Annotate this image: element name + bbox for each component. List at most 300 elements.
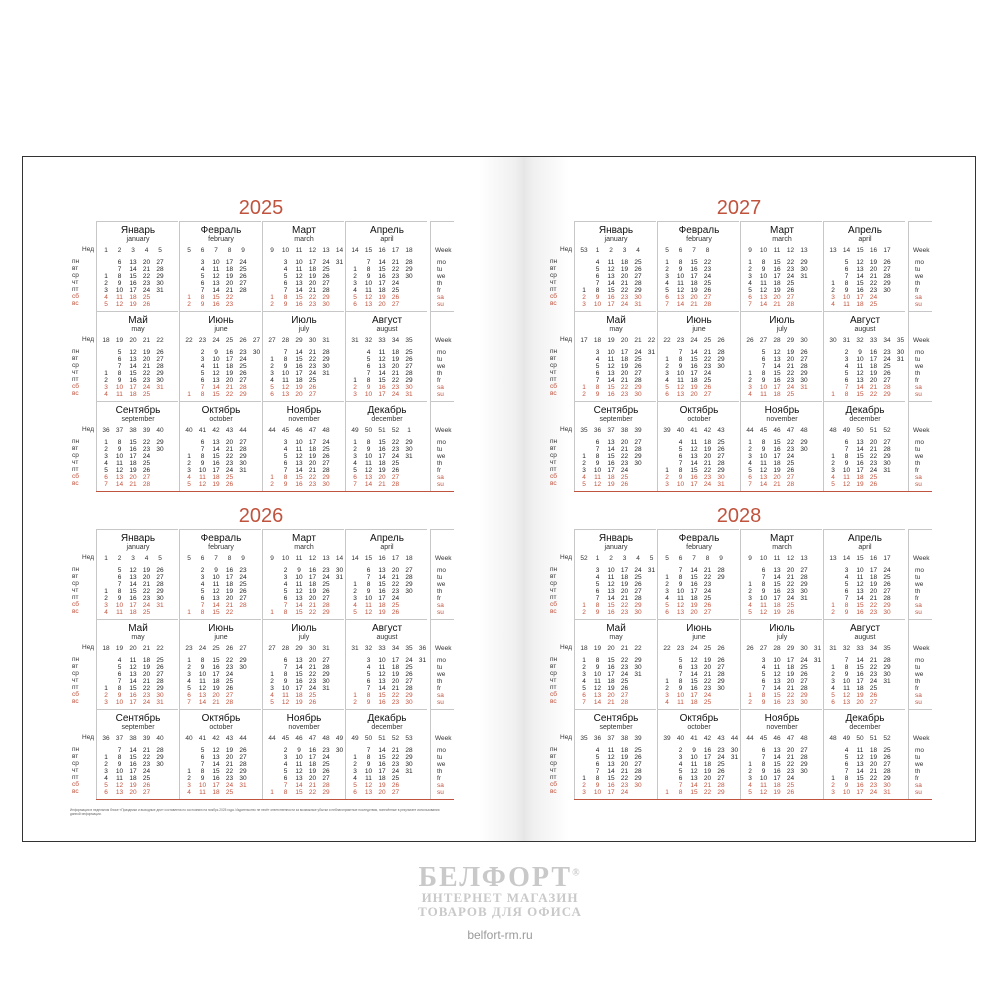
day-cell: 11 xyxy=(760,602,767,609)
week-number: 51 xyxy=(378,735,386,742)
day-cell: 23 xyxy=(142,280,151,287)
day-cell: 15 xyxy=(856,280,864,287)
weekday-label-ru: ср xyxy=(550,452,557,459)
day-cell: 8 xyxy=(761,692,766,699)
weekday-label-ru: чт xyxy=(72,767,79,774)
day-cell: 16 xyxy=(773,446,781,453)
day-cell: 18 xyxy=(856,301,864,308)
day-cell: 15 xyxy=(212,609,220,616)
day-cell: 14 xyxy=(676,301,685,308)
day-cell: 4 xyxy=(353,775,357,782)
day-row xyxy=(97,678,179,685)
weekday-label-ru: вт xyxy=(72,355,79,362)
day-cell: 28 xyxy=(717,567,725,574)
day-row xyxy=(346,761,428,768)
day-cell: 3 xyxy=(283,574,288,581)
day-row xyxy=(575,349,657,356)
day-cell: 5 xyxy=(748,287,752,294)
day-cell: 9 xyxy=(844,460,849,467)
day-row xyxy=(346,657,428,664)
weekday-label-ru: пт xyxy=(72,774,79,781)
month-april xyxy=(823,529,905,619)
day-cell: 13 xyxy=(607,273,615,280)
week-label-en: Week xyxy=(913,735,930,742)
day-cell: 8 xyxy=(283,671,288,678)
day-cell: 6 xyxy=(270,391,274,398)
day-cell: 22 xyxy=(391,692,400,699)
day-row xyxy=(658,391,740,398)
day-cell: 3 xyxy=(283,259,288,266)
day-cell: 19 xyxy=(620,754,629,761)
day-cell: 20 xyxy=(391,678,400,685)
weekday-label-ru: ср xyxy=(550,670,557,677)
day-cell: 23 xyxy=(391,446,400,453)
day-row xyxy=(263,595,345,602)
day-cell: 23 xyxy=(883,349,891,356)
day-row xyxy=(575,446,657,453)
day-cell: 26 xyxy=(786,789,795,796)
day-cell: 27 xyxy=(405,363,413,370)
weekday-label-en: mo xyxy=(437,259,447,266)
day-cell: 22 xyxy=(308,356,317,363)
year-bottom-rule xyxy=(574,799,932,800)
month-name-en: june xyxy=(214,326,228,333)
day-cell: 9 xyxy=(117,761,122,768)
day-cell: 2 xyxy=(748,768,752,775)
day-row xyxy=(263,685,345,692)
day-cell: 20 xyxy=(786,567,795,574)
day-row xyxy=(263,761,345,768)
day-cell: 16 xyxy=(690,685,698,692)
week-number: 14 xyxy=(335,247,344,254)
day-row xyxy=(346,391,428,398)
month-august xyxy=(345,619,427,709)
day-cell: 9 xyxy=(761,699,766,706)
day-row xyxy=(575,439,657,446)
weekday-label-en: th xyxy=(437,768,443,775)
week-number: 23 xyxy=(676,645,685,652)
day-cell: 25 xyxy=(703,377,712,384)
day-cell: 28 xyxy=(786,301,795,308)
day-cell: 19 xyxy=(690,602,698,609)
day-cell: 21 xyxy=(869,273,878,280)
day-cell: 4 xyxy=(831,685,835,692)
day-row xyxy=(824,280,906,287)
day-cell: 22 xyxy=(703,789,712,796)
day-cell: 3 xyxy=(353,768,357,775)
weekday-label-en: we xyxy=(915,761,924,768)
day-cell: 28 xyxy=(156,363,164,370)
day-cell: 13 xyxy=(607,370,615,377)
week-number: 33 xyxy=(869,337,878,344)
day-cell: 28 xyxy=(322,467,330,474)
day-cell: 16 xyxy=(378,384,386,391)
week-numbers xyxy=(575,645,657,654)
day-cell: 27 xyxy=(883,588,891,595)
weekday-label-ru: ср xyxy=(72,580,79,587)
day-cell: 29 xyxy=(800,581,808,588)
day-cell: 28 xyxy=(156,266,164,273)
day-cell: 27 xyxy=(156,259,164,266)
day-cell: 21 xyxy=(786,754,795,761)
day-row xyxy=(658,453,740,460)
day-cell: 19 xyxy=(129,782,137,789)
weekday-label-en: mo xyxy=(437,747,447,754)
day-cell: 24 xyxy=(391,595,400,602)
weekday-label-ru: вт xyxy=(550,753,557,760)
day-cell: 7 xyxy=(678,349,683,356)
day-cell: 31 xyxy=(405,768,413,775)
day-cell: 21 xyxy=(703,460,712,467)
day-cell: 3 xyxy=(665,273,669,280)
day-cell: 30 xyxy=(156,761,164,768)
day-row xyxy=(97,782,179,789)
day-cell: 30 xyxy=(405,761,413,768)
day-cell: 1 xyxy=(582,384,586,391)
day-row xyxy=(658,671,740,678)
day-cell: 1 xyxy=(582,287,586,294)
day-row xyxy=(824,391,906,398)
week-number: 1 xyxy=(595,555,600,562)
weekday-label-ru: пн xyxy=(72,566,80,573)
day-cell: 5 xyxy=(831,481,835,488)
day-row xyxy=(824,609,906,616)
day-cell: 14 xyxy=(295,602,303,609)
month-april xyxy=(823,221,905,311)
day-cell: 16 xyxy=(129,595,137,602)
day-cell: 4 xyxy=(283,761,288,768)
day-row xyxy=(180,588,262,595)
weekday-label-en: tu xyxy=(915,754,921,761)
day-cell: 23 xyxy=(786,588,795,595)
day-cell: 8 xyxy=(678,574,683,581)
day-cell: 6 xyxy=(187,692,191,699)
weekday-label-ru: пт xyxy=(550,774,557,781)
day-cell: 27 xyxy=(634,439,642,446)
month-name-en: april xyxy=(858,236,872,243)
day-cell: 2 xyxy=(678,747,683,754)
day-cell: 22 xyxy=(225,609,234,616)
week-label-en: Week xyxy=(913,427,930,434)
week-number: 22 xyxy=(647,337,656,344)
week-number: 42 xyxy=(703,427,712,434)
day-row xyxy=(263,671,345,678)
day-cell: 5 xyxy=(844,259,849,266)
week-number: 26 xyxy=(717,337,725,344)
day-cell: 30 xyxy=(252,349,261,356)
day-cell: 22 xyxy=(142,439,151,446)
weekday-label-ru: вс xyxy=(550,788,557,795)
day-row xyxy=(263,294,345,301)
day-cell: 24 xyxy=(634,567,642,574)
day-cell: 9 xyxy=(200,775,205,782)
day-cell: 12 xyxy=(676,384,685,391)
day-cell: 14 xyxy=(378,747,386,754)
day-cell: 25 xyxy=(142,391,151,398)
week-number: 29 xyxy=(786,337,795,344)
day-cell: 9 xyxy=(117,280,122,287)
day-cell: 18 xyxy=(620,356,629,363)
day-cell: 8 xyxy=(366,266,371,273)
day-cell: 9 xyxy=(366,446,371,453)
day-cell: 7 xyxy=(678,460,683,467)
day-cell: 7 xyxy=(187,699,191,706)
month-october xyxy=(657,401,739,491)
day-cell: 13 xyxy=(129,356,137,363)
day-cell: 25 xyxy=(391,602,400,609)
day-cell: 28 xyxy=(883,273,891,280)
month-name-en: february xyxy=(686,236,712,243)
day-cell: 21 xyxy=(786,574,795,581)
day-cell: 5 xyxy=(595,581,600,588)
day-cell: 20 xyxy=(212,692,220,699)
day-cell: 13 xyxy=(212,377,220,384)
weekday-label-ru: чт xyxy=(550,677,557,684)
weekday-label-ru: сб xyxy=(72,781,79,788)
day-cell: 13 xyxy=(607,761,615,768)
day-row xyxy=(741,609,823,616)
weekday-label-ru: вс xyxy=(550,480,557,487)
day-cell: 27 xyxy=(322,657,330,664)
month-may xyxy=(96,311,178,401)
day-cell: 9 xyxy=(761,588,766,595)
day-cell: 30 xyxy=(800,377,808,384)
week-number: 31 xyxy=(351,337,359,344)
weekday-label-ru: чт xyxy=(550,369,557,376)
day-cell: 20 xyxy=(308,595,317,602)
day-row xyxy=(263,657,345,664)
weekday-label-en: sa xyxy=(915,782,922,789)
day-cell: 19 xyxy=(142,567,151,574)
month-name-en: april xyxy=(380,236,394,243)
day-cell: 13 xyxy=(198,692,207,699)
day-cell: 4 xyxy=(366,664,371,671)
day-cell: 16 xyxy=(869,349,878,356)
week-numbers xyxy=(180,337,262,346)
day-cell: 26 xyxy=(308,384,317,391)
day-cell: 12 xyxy=(378,671,386,678)
day-row xyxy=(824,439,906,446)
day-cell: 21 xyxy=(620,768,629,775)
day-cell: 24 xyxy=(620,671,629,678)
week-number: 20 xyxy=(607,645,615,652)
day-row xyxy=(575,581,657,588)
day-cell: 23 xyxy=(620,460,629,467)
weekday-label-ru: вс xyxy=(72,698,79,705)
month-name-en: march xyxy=(772,544,792,551)
day-row xyxy=(575,685,657,692)
day-cell: 26 xyxy=(717,657,725,664)
day-cell: 4 xyxy=(844,363,849,370)
day-cell: 16 xyxy=(703,747,712,754)
month-name-ru: Февраль xyxy=(678,533,720,544)
day-cell: 20 xyxy=(225,754,234,761)
year-title: 2027 xyxy=(716,197,762,219)
month-name-en: december xyxy=(849,416,881,423)
day-row xyxy=(263,567,345,574)
week-numbers xyxy=(741,645,823,654)
day-cell: 26 xyxy=(883,754,891,761)
day-cell: 16 xyxy=(378,761,386,768)
day-cell: 18 xyxy=(690,280,698,287)
weekday-label-en: fr xyxy=(915,467,919,474)
day-cell: 20 xyxy=(869,439,878,446)
month-november xyxy=(740,401,822,491)
day-cell: 14 xyxy=(856,273,864,280)
day-cell: 7 xyxy=(748,301,752,308)
day-row xyxy=(180,567,262,574)
day-cell: 30 xyxy=(634,609,642,616)
day-cell: 8 xyxy=(844,391,849,398)
day-cell: 16 xyxy=(856,609,864,616)
day-cell: 8 xyxy=(761,581,766,588)
month-name-ru: Август xyxy=(371,623,403,634)
day-cell: 24 xyxy=(391,453,400,460)
day-cell: 28 xyxy=(786,481,795,488)
day-cell: 12 xyxy=(759,789,768,796)
day-cell: 22 xyxy=(786,439,795,446)
day-row xyxy=(658,699,740,706)
day-cell: 27 xyxy=(800,356,808,363)
day-row xyxy=(741,782,823,789)
site-url[interactable]: belfort-rm.ru xyxy=(467,928,533,942)
day-cell: 22 xyxy=(308,789,317,796)
day-cell: 31 xyxy=(156,699,164,706)
day-row xyxy=(575,363,657,370)
week-number: 30 xyxy=(800,645,808,652)
day-cell: 31 xyxy=(335,574,344,581)
week-numbers xyxy=(97,247,179,256)
weekday-label-en: mo xyxy=(915,747,925,754)
day-row xyxy=(97,595,179,602)
day-cell: 9 xyxy=(678,581,683,588)
day-cell: 28 xyxy=(322,287,330,294)
day-cell: 19 xyxy=(225,273,234,280)
day-cell: 6 xyxy=(761,747,766,754)
day-row xyxy=(263,581,345,588)
day-row xyxy=(658,460,740,467)
day-cell: 7 xyxy=(761,685,766,692)
day-cell: 11 xyxy=(607,574,615,581)
day-cell: 1 xyxy=(353,692,357,699)
day-row xyxy=(658,273,740,280)
week-number: 5 xyxy=(158,555,162,562)
week-number: 8 xyxy=(705,555,710,562)
week-label-en: Week xyxy=(435,427,452,434)
day-cell: 14 xyxy=(607,595,615,602)
month-november xyxy=(262,401,344,491)
day-cell: 21 xyxy=(773,481,781,488)
weekday-label-ru: чт xyxy=(550,279,557,286)
day-cell: 7 xyxy=(366,370,371,377)
day-row xyxy=(180,453,262,460)
day-cell: 6 xyxy=(665,391,669,398)
week-number: 5 xyxy=(665,247,669,254)
day-cell: 9 xyxy=(761,377,766,384)
month-name-en: january xyxy=(604,236,628,243)
day-row xyxy=(263,467,345,474)
day-cell: 18 xyxy=(869,574,878,581)
day-cell: 20 xyxy=(856,699,864,706)
day-cell: 18 xyxy=(212,474,220,481)
day-cell: 10 xyxy=(842,789,851,796)
week-number: 47 xyxy=(308,735,317,742)
week-number: 15 xyxy=(856,555,864,562)
weekday-label-ru: пт xyxy=(72,684,79,691)
day-cell: 21 xyxy=(786,363,795,370)
day-cell: 3 xyxy=(187,467,191,474)
day-cell: 8 xyxy=(200,657,205,664)
day-cell: 27 xyxy=(239,280,247,287)
day-cell: 18 xyxy=(129,609,137,616)
day-cell: 27 xyxy=(703,294,712,301)
day-cell: 30 xyxy=(322,678,330,685)
day-cell: 12 xyxy=(115,782,124,789)
day-cell: 18 xyxy=(129,294,137,301)
week-number: 14 xyxy=(335,555,344,562)
day-cell: 12 xyxy=(115,467,124,474)
day-cell: 12 xyxy=(690,446,698,453)
day-cell: 17 xyxy=(690,481,698,488)
day-row xyxy=(741,453,823,460)
day-cell: 10 xyxy=(593,671,602,678)
day-cell: 23 xyxy=(308,301,317,308)
day-cell: 23 xyxy=(142,692,151,699)
day-cell: 14 xyxy=(295,467,303,474)
day-cell: 24 xyxy=(391,391,400,398)
week-number: 48 xyxy=(829,427,837,434)
day-cell: 9 xyxy=(117,446,122,453)
day-cell: 25 xyxy=(322,761,330,768)
day-row xyxy=(346,692,428,699)
day-cell: 5 xyxy=(283,453,288,460)
weekday-label-en: we xyxy=(437,273,446,280)
day-cell: 10 xyxy=(676,692,685,699)
day-cell: 16 xyxy=(607,782,615,789)
year-title: 2026 xyxy=(238,505,284,527)
day-cell: 4 xyxy=(283,446,288,453)
day-cell: 10 xyxy=(295,259,303,266)
day-cell: 7 xyxy=(117,678,122,685)
day-cell: 1 xyxy=(104,754,108,761)
month-august xyxy=(823,311,905,401)
weekday-label-ru: чт xyxy=(550,587,557,594)
day-cell: 9 xyxy=(366,699,371,706)
day-row xyxy=(575,356,657,363)
day-cell: 15 xyxy=(607,657,615,664)
day-cell: 30 xyxy=(883,287,891,294)
day-cell: 4 xyxy=(283,266,288,273)
day-cell: 11 xyxy=(116,460,123,467)
day-cell: 29 xyxy=(717,467,725,474)
day-row xyxy=(346,287,428,294)
day-cell: 12 xyxy=(773,349,781,356)
day-cell: 27 xyxy=(225,692,234,699)
week-number: 13 xyxy=(322,555,330,562)
day-cell: 23 xyxy=(142,761,151,768)
weekday-label-en: sa xyxy=(437,474,444,481)
day-cell: 9 xyxy=(117,595,122,602)
day-cell: 24 xyxy=(322,574,330,581)
day-cell: 6 xyxy=(761,356,766,363)
week-number: 33 xyxy=(856,645,864,652)
day-cell: 21 xyxy=(703,349,712,356)
day-cell: 11 xyxy=(365,775,372,782)
day-cell: 23 xyxy=(225,775,234,782)
day-cell: 8 xyxy=(595,453,600,460)
day-cell: 29 xyxy=(717,678,725,685)
week-number: 41 xyxy=(198,427,207,434)
